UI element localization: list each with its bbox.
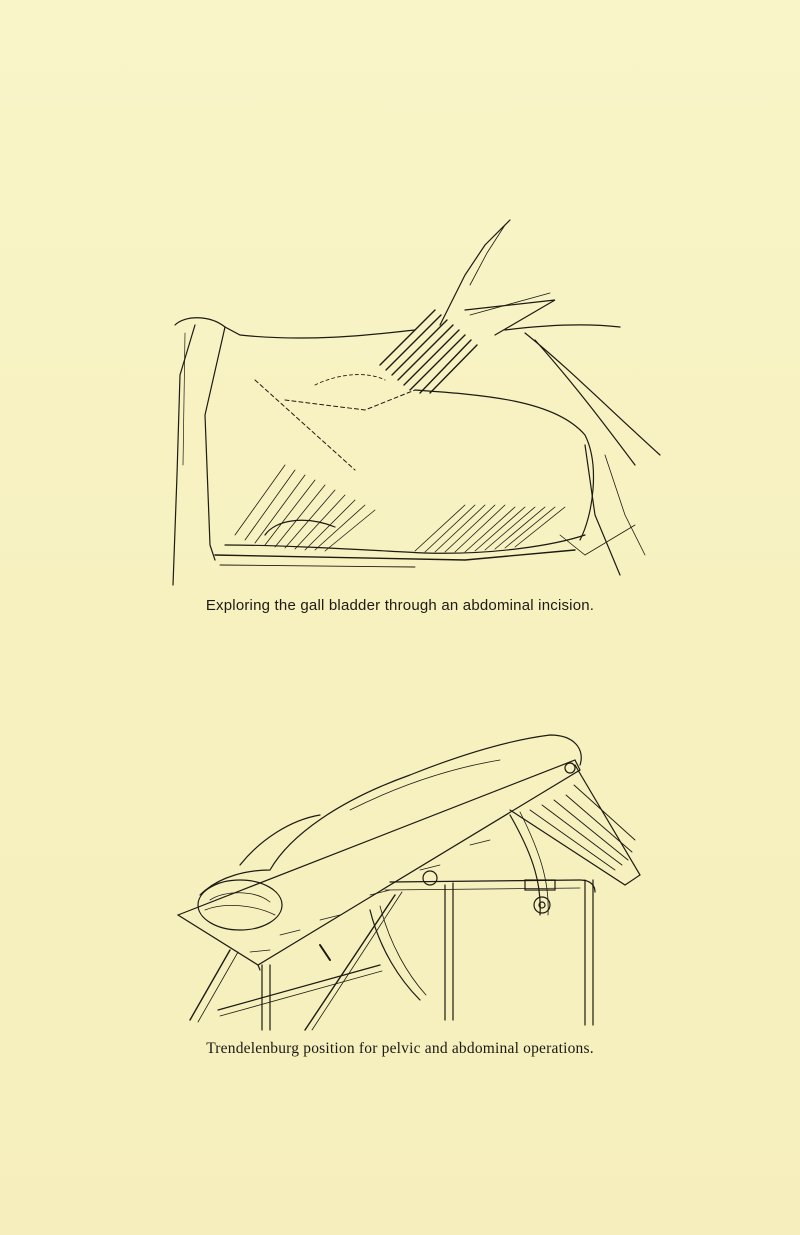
figure-caption-1: Exploring the gall bladder through an abdominal incision.	[205, 597, 595, 614]
figure-caption-2: Trendelenburg position for pelvic and abdominal operations.	[206, 1040, 594, 1057]
gall-bladder-illustration	[165, 215, 670, 595]
trendelenburg-illustration	[170, 720, 660, 1035]
